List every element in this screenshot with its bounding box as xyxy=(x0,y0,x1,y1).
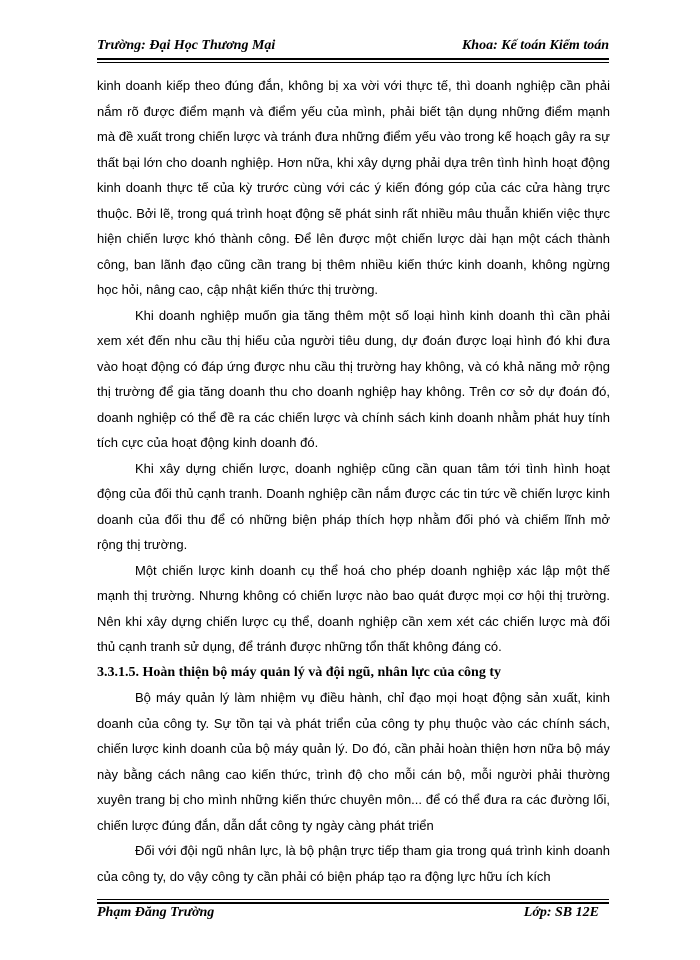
paragraph-4: Một chiến lược kinh doanh cụ thể hoá cho phép doanh nghiệp xác lập một thế mạnh thị trường. Nhưng không có chiến lược nào bao quát được mọi cơ hội thị trường. Nên khi xây dựng chiến lược cụ thể, doanh nghiệp cần xem xét các chiến lược mà đối thủ cạnh tranh sử dụng, để tránh được những tổn thất không đáng có. xyxy=(97,562,610,654)
header-school: Trường: Đại Học Thương Mại xyxy=(97,38,276,53)
paragraph-1: kinh doanh kiếp theo đúng đắn, không bị xa vời với thực tế, thì doanh nghiệp cần phải nắm rõ được điểm mạnh và điểm yếu của mình, phải biết tận dụng những điểm mạnh mà đề xuất trong chiến lược và tránh đưa những điểm yếu vào trong kế hoạch gây ra sự thất bại lớn cho doanh nghiệp. Hơn nữa, khi xây dựng phải dựa trên tình hình hoạt động kinh doanh thực tế của kỳ trước cùng với các ý kiến đóng góp của các cửa hàng trực thuộc. Bởi lẽ, trong quá trình hoạt động sẽ phát sinh rất nhiều mâu thuẫn khiến việc thực hiện chiến lược khó thành công. Để lên được một chiến lược dài hạn một cách thành công, ban lãnh đạo cũng cần trang bị thêm nhiều kiến thức kinh doanh, không ngừng học hỏi, nâng cao, cập nhật kiến thức thị trường. xyxy=(97,78,610,297)
header-rule xyxy=(97,58,609,63)
header-faculty: Khoa: Kế toán Kiểm toán xyxy=(461,38,609,53)
paragraph-5: Bộ máy quản lý làm nhiệm vụ điều hành, chỉ đạo mọi hoạt động sản xuất, kinh doanh của công ty. Sự tồn tại và phát triển của công ty phụ thuộc vào các chính sách, chiến lược kinh doanh của bộ máy quản lý. Do đó, cần phải hoàn thiện hơn nữa bộ máy này bằng cách nâng cao kiến thức, trình độ cho mỗi cán bộ, mỗi người phải thường xuyên trang bị cho mình những kiến thức chuyên môn... để có thể đưa ra các đường lối, chiến lược đúng đắn, dẫn dắt công ty ngày càng phát triển xyxy=(97,690,610,833)
page-header xyxy=(97,38,609,54)
footer-class: Lớp: SB 12E xyxy=(523,905,599,920)
footer-rule xyxy=(97,899,609,904)
footer-author: Phạm Đăng Trường xyxy=(97,905,215,920)
section-heading: 3.3.1.5. Hoàn thiện bộ máy quản lý và đội ngũ, nhân lực của công ty xyxy=(97,664,501,680)
page-footer xyxy=(97,905,599,921)
paragraph-6: Đối với đội ngũ nhân lực, là bộ phận trực tiếp tham gia trong quá trình kinh doanh của công ty, do vậy công ty cần phải có biện pháp tạo ra động lực hữu ích kích xyxy=(97,843,610,884)
document-body xyxy=(97,73,610,889)
paragraph-2: Khi doanh nghiệp muốn gia tăng thêm một số loại hình kinh doanh thì cần phải xem xét đến nhu cầu thị hiếu của người tiêu dung, dự đoán được loại hình đó khi đưa vào hoạt động có đáp ứng được nhu cầu thị trường hay không, và có khả năng mở rộng thị trường để gia tăng doanh thu cho doanh nghiệp hay không. Trên cơ sở dự đoán đó, doanh nghiệp có thể đề ra các chiến lược và chính sách kinh doanh nhằm phát huy tính tích cực của hoạt động kinh doanh đó. xyxy=(97,307,610,450)
paragraph-3: Khi xây dựng chiến lược, doanh nghiệp cũng cần quan tâm tới tình hình hoạt động của đối thủ cạnh tranh. Doanh nghiệp cần nắm được các tin tức về chiến lược kinh doanh của đối thu để có những biện pháp thích hợp nhằm đối phó và chiếm lĩnh mở rộng thị trường. xyxy=(97,460,610,552)
